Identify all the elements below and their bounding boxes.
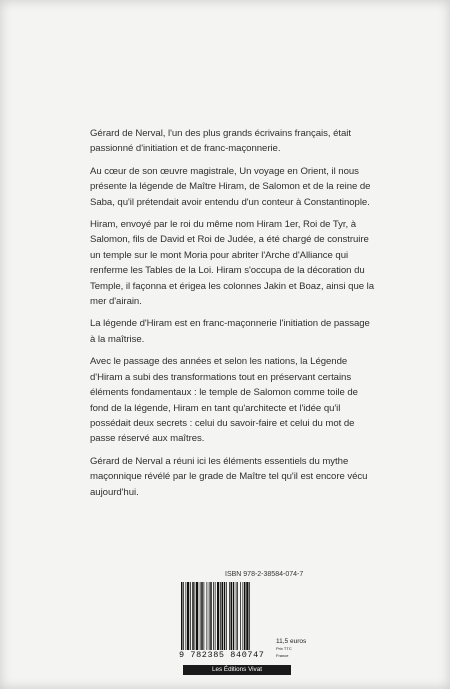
barcode-bar [196,582,198,650]
barcode-bar [240,582,241,650]
blurb [90,126,375,507]
barcode-bar [226,582,227,650]
barcode-bar [213,582,214,650]
barcode-bar [181,582,183,650]
blurb-paragraph-3: Hiram, envoyé par le roi du même nom Hiram 1er, Roi de Tyr, à Salomon, fils de David et Roi de Judée, a été chargé de construire un temple sur le mont Moria pour abriter l'Arche d'Alliance qui renferme les Tables de la Loi. Hiram s'occupa de la décoration du Temple, il façonna et érigea les colonnes Jakin et Boaz, ainsi que la mer d'airain. [90,219,375,308]
barcode-bar [246,582,248,650]
barcode-bar [243,582,244,650]
barcode-bar [195,582,196,650]
barcode-bar [183,582,184,650]
barcode-bar [187,582,189,650]
barcode-bar [204,582,205,650]
barcode-bar [201,582,203,650]
barcode-bar [233,582,235,650]
price-note-2: France [276,653,289,658]
barcode-bar [200,582,201,650]
barcode-bar [215,582,216,650]
barcode-bar [229,582,230,650]
isbn-text: ISBN 978-2-38584-074-7 [225,571,304,578]
barcode-bar [244,582,246,650]
barcode-bar [192,582,194,650]
barcode-bar [236,582,237,650]
barcode-bar [222,582,224,650]
publisher-label: Les Éditions Vivat [183,665,291,675]
barcode-bar [237,582,238,650]
blurb-paragraph-5: Avec le passage des années et selon les nations, la Légende d'Hiram a subi des transformations tout en préservant certains éléments fondamentaux : le temple de Salomon comme toile de fond de la légende, Hiram en tant qu'architecte et l'idée qu'il possédait deux secrets : celui du savoir-faire et celui du mot de passe réservé aux maîtres. [90,356,358,445]
barcode-bar [207,582,208,650]
blurb-paragraph-6: Gérard de Nerval a réuni ici les éléments essentiels du mythe maçonnique révélé par le grade de Maître tel qu'il est encore vécu aujourd'hui. [90,455,368,498]
blurb-paragraph-2: Au cœur de son œuvre magistrale, Un voyage en Orient, il nous présente la légende de Maître Hiram, de Salomon et de la reine de Saba, qu'il prétendait avoir entendu d'un conteur à Constantinople. [90,165,371,208]
barcode-bar [190,582,191,650]
barcode-bar [249,582,250,650]
barcode-bar [186,582,187,650]
barcode-bar [224,582,226,650]
barcode-bar [217,582,219,650]
barcode-digits: 9 782385 840747 [179,650,273,660]
barcode-bar [210,582,212,650]
barcode-bar [231,582,233,650]
price-label [276,638,306,659]
barcode [179,582,273,652]
price-amount: 11,5 euros [276,638,307,645]
barcode-bar [220,582,221,650]
barcode-bars [179,582,273,652]
price-note-1: Prix TTC [276,646,292,651]
barcode-bar [209,582,210,650]
blurb-paragraph-4: La légende d'Hiram est en franc-maçonnerie l'initiation de passage à la maîtrise. [90,318,370,345]
blurb-paragraph-1: Gérard de Nerval, l'un des plus grands écrivains français, était passionné d'initiation et de franc-maçonnerie. [90,128,351,155]
